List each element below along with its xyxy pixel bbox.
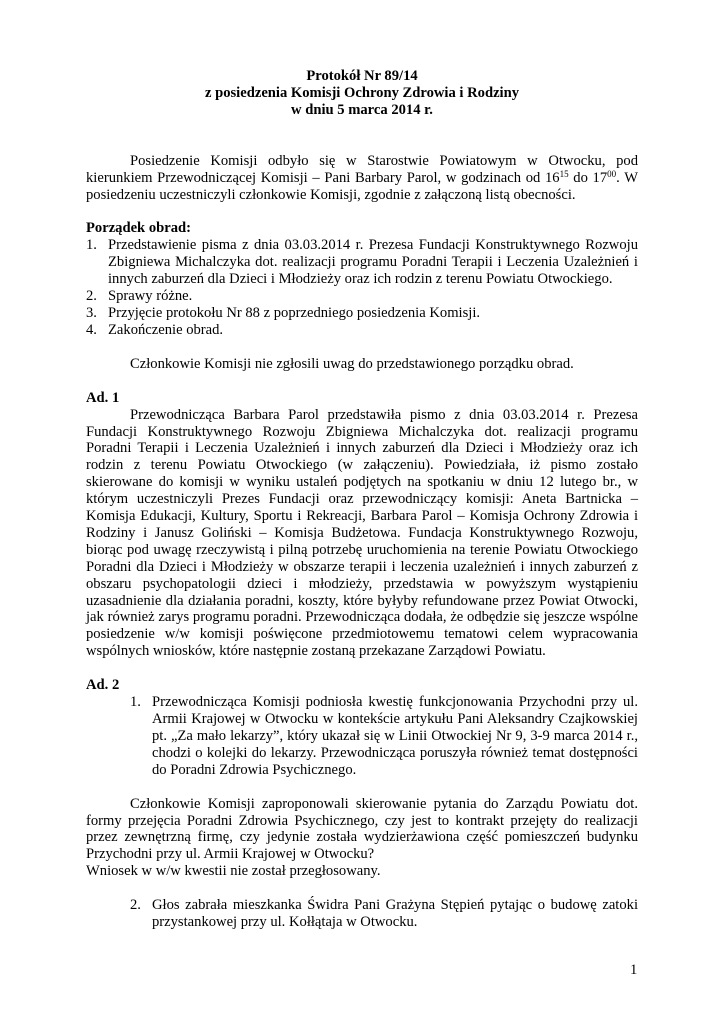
ad2-heading: Ad. 2 <box>86 677 120 694</box>
ad2-members-paragraph: Członkowie Komisji zaproponowali skierowanie pytania do Zarządu Powiatu dot. formy przejęcia Poradni Zdrowia Psychicznego, czy jest to kontrakt przejęty do realizacji przez zewnętrzną firmę, czy jedynie została wydzierżawiona część pomieszczeń budynku Przychodni przy ul. Armii Krajowej w Otwocku? <box>86 795 638 863</box>
agenda-list <box>86 237 638 338</box>
ad1-paragraph: Przewodnicząca Barbara Parol przedstawiła pismo z dnia 03.03.2014 r. Prezesa Fundacji Konstruktywnego Rozwoju Zbigniewa Michalczyka dot. realizacji programu Poradni Terapii i Leczenia Uzależnień i innych zaburzeń dla Dzieci i Młodzieży oraz ich rodzin z terenu Powiatu Otwockiego (w załączeniu). Powiedziała, iż pismo zostało skierowane do komisji w wyniku ustaleń podjętych na spotkaniu w dniu 12 lutego br., w którym uczestniczyli Prezes Fundacji oraz przewodniczący komisji: Aneta Bartnicka – Komisja Edukacji, Kultury, Sportu i Rekreacji, Barbara Parol – Komisja Ochrony Zdrowia i Rodziny i Janusz Goliński – Komisja Budżetowa. Fundacja Konstruktywnego Rozwoju, biorąc pod uwagę rzeczywistą i pilną potrzebę uruchomienia na terenie Powiatu Otwockiego Poradni dla Dzieci i Młodzieży w obszarze terapii i leczenia uzależnień i innych zaburzeń z obszaru psychopatologii dzieci i młodzieży, przedstawia w powyższym wystąpieniu uzasadnienie dla działania poradni, koszty, które byłyby refundowane przez Powiat Otwocki, jak również zarys programu poradni. Przewodnicząca dodała, że odbędzie się jeszcze wspólne posiedzenie w/w komisji poświęcone przedmiotowemu tematowi celem wypracowania wspólnych wniosków, które następnie zostaną przekazane Zarządowi Powiatu. <box>86 406 638 660</box>
agenda-heading: Porządek obrad: <box>86 220 191 237</box>
ad1-heading: Ad. 1 <box>86 389 120 406</box>
list-item: 3. Przyjęcie protokołu Nr 88 z poprzedniego posiedzenia Komisji. <box>86 304 481 321</box>
intro-paragraph: Posiedzenie Komisji odbyło się w Starostwie Powiatowym w Otwocku, pod kierunkiem Przewodniczącej Komisji – Pani Barbary Parol, w godzinach od $16^{15}$ do $17^{00}$. W posiedzeniu uczestniczyli członkowie Komisji, zgodnie z załączoną listą obecności. <box>86 152 638 203</box>
document-page <box>86 68 638 931</box>
ad2-motion-result: Wniosek w w/w kwestii nie został przegłosowany. <box>86 863 381 880</box>
title-date: w dniu 5 marca 2014 r. <box>291 101 433 118</box>
document-title <box>86 68 638 119</box>
page-number: 1 <box>630 962 638 978</box>
list-item: 4. Zakończenie obrad. <box>86 321 224 338</box>
list-item: 1. Przedstawienie pisma z dnia 03.03.2014 r. Prezesa Fundacji Konstruktywnego Rozwoju Zbigniewa Michalczyka dot. realizacji programu Poradni Terapii i Leczenia Uzależnień i innych zaburzeń dla Dzieci i Młodzieży oraz ich rodzin z terenu Powiatu Otwockiego. <box>86 237 638 288</box>
title-committee: z posiedzenia Komisji Ochrony Zdrowia i Rodziny <box>204 84 520 101</box>
agenda-note: Członkowie Komisji nie zgłosili uwag do przedstawionego porządku obrad. <box>130 355 574 372</box>
list-item: 1. Przewodnicząca Komisji podniosła kwestię funkcjonowania Przychodni przy ul. Armii Krajowej w Otwocku w kontekście artykułu Pani Aleksandry Czajkowskiej pt. „Za mało lekarzy”, który ukazał się w Linii Otwockiej Nr 9, 3-9 marca 2014 r., chodzi o kolejki do lekarzy. Przewodnicząca poruszyła również temat dostępności do Poradni Zdrowia Psychicznego. <box>130 694 638 778</box>
list-item: 2. Głos zabrała mieszkanka Świdra Pani Grażyna Stępień pytając o budowę zatoki przystankowej przy ul. Kołłątaja w Otwocku. <box>130 897 638 931</box>
list-item: 2. Sprawy różne. <box>86 288 193 305</box>
title-protocol-number: Protokół Nr 89/14 <box>306 68 418 84</box>
ad2-list-continued <box>86 897 638 931</box>
ad2-list <box>86 694 638 779</box>
